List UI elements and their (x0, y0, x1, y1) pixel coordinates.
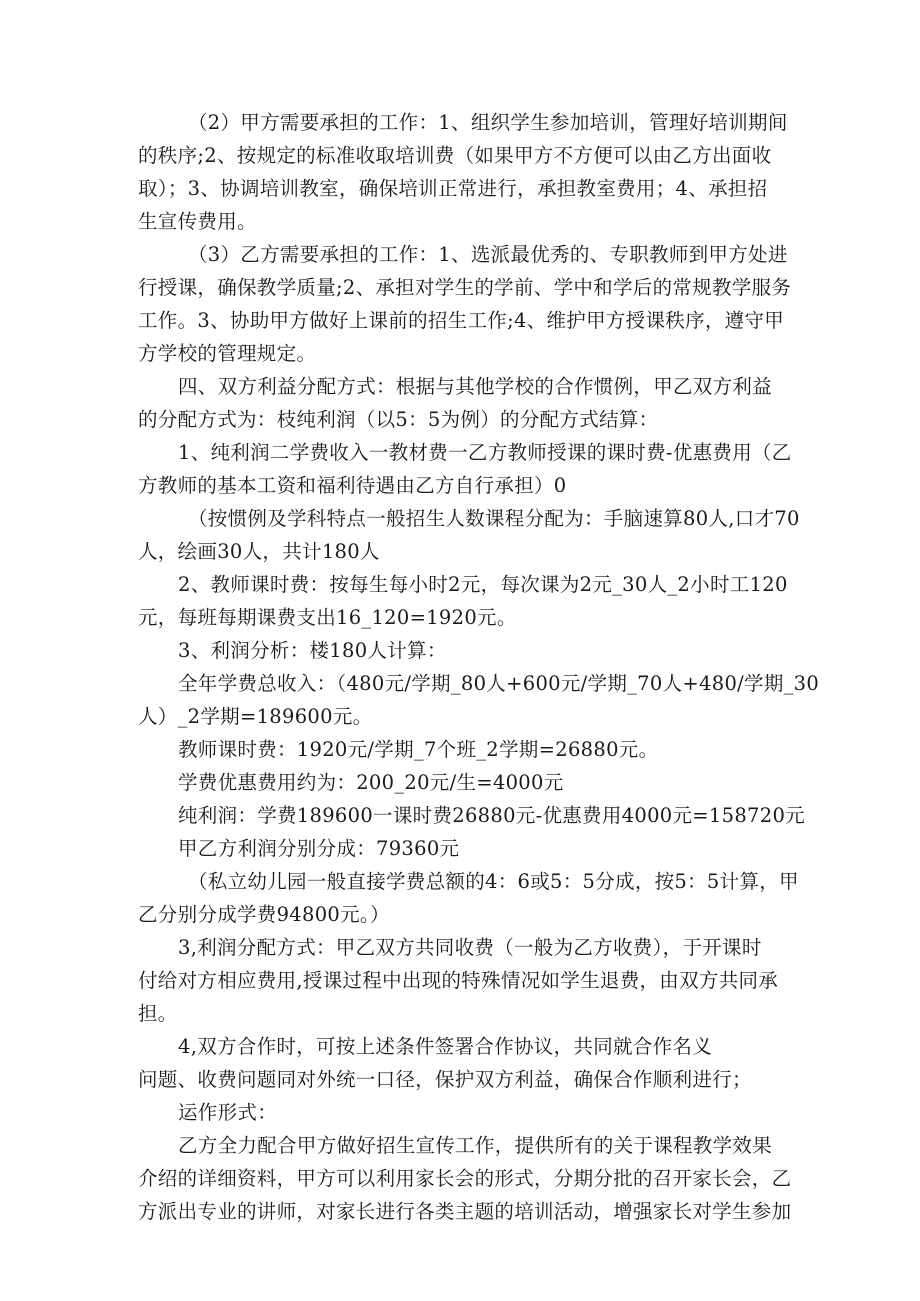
paragraph-line: 生宣传费用。 (138, 210, 257, 233)
paragraph-line: 学费优惠费用约为：200_20元/生=4000元 (178, 771, 564, 794)
paragraph-line: 1、纯利润二学费收入一教材费一乙方教师授课的课时费-优惠费用（乙 (178, 441, 792, 464)
section-heading-line: 四、双方利益分配方式：根据与其他学校的合作惯例，甲乙双方利益 (178, 375, 773, 398)
paragraph-line: 甲乙方利润分别分成：79360元 (178, 837, 460, 860)
paragraph-line: （私立幼儿园一般直接学费总额的4：6或5：5分成，按5：5计算，甲 (188, 870, 799, 893)
paragraph-line: 元，每班每期课费支出16_120=1920元。 (138, 606, 517, 629)
paragraph-line: 的分配方式为：枝纯利润（以5：5为例）的分配方式结算： (138, 408, 659, 431)
paragraph-line: （按惯例及学科特点一般招生人数课程分配为：手脑速算80人,口才70 (188, 507, 800, 530)
paragraph-line: 问题、收费问题同对外统一口径，保护双方利益，确保合作顺利进行； (138, 1068, 752, 1091)
paragraph-line: 人，绘画30人，共计180人 (138, 540, 380, 563)
paragraph-line: 乙分别分成学费94800元。） (138, 903, 390, 926)
paragraph-line: 行授课，确保教学质量;2、承担对学生的学前、学中和学后的常规教学服务 (138, 276, 792, 299)
paragraph-line: 全年学费总收入：（480元/学期_80人+600元/学期_70人+480/学期_30 (178, 672, 820, 695)
paragraph-line: 教师课时费：1920元/学期_7个班_2学期=26880元。 (178, 738, 659, 761)
paragraph-line: 付给对方相应费用,授课过程中出现的特殊情况如学生退费，由双方共同承 (138, 969, 779, 992)
paragraph-line: 方学校的管理规定。 (138, 342, 317, 365)
paragraph-line: 方教师的基本工资和福利待遇由乙方自行承担）0 (138, 474, 567, 497)
paragraph-line: （2）甲方需要承担的工作：1、组织学生参加培训，管理好培训期间 (188, 111, 788, 134)
paragraph-line: 的秩序;2、按规定的标准收取培训费（如果甲方不方便可以由乙方出面收 (138, 144, 772, 167)
paragraph-line: 方派出专业的讲师，对家长进行各类主题的培训活动，增强家长对学生参加 (138, 1200, 792, 1223)
paragraph-line: 乙方全力配合甲方做好招生宣传工作，提供所有的关于课程教学效果 (178, 1134, 773, 1157)
paragraph-line: 3、利润分析：楼180人计算： (178, 639, 447, 662)
paragraph-line: 工作。3、协助甲方做好上课前的招生工作;4、维护甲方授课秩序，遵守甲 (138, 309, 785, 332)
paragraph-line: 4,双方合作时，可按上述条件签署合作协议，共同就合作名义 (178, 1035, 713, 1058)
paragraph-line: 2、教师课时费：按每生每小时2元，每次课为2元_30人_2小时工120 (178, 573, 788, 596)
paragraph-line: 纯利润：学费189600一课时费26880元-优惠费用4000元=158720元 (178, 804, 805, 827)
paragraph-line: 取）；3、协调培训教室，确保培训正常进行，承担教室费用；4、承担招 (138, 177, 768, 200)
paragraph-line: 担。 (138, 1002, 178, 1025)
paragraph-line: 3,利润分配方式：甲乙双方共同收费（一般为乙方收费），于开课时 (178, 936, 762, 959)
paragraph-line: 介绍的详细资料，甲方可以利用家长会的形式，分期分批的召开家长会，乙 (138, 1167, 792, 1190)
section-heading-line: 运作形式： (178, 1101, 278, 1124)
paragraph-line: 人）_2学期=189600元。 (138, 705, 373, 728)
paragraph-line: （3）乙方需要承担的工作：1、选派最优秀的、专职教师到甲方处进 (188, 243, 788, 266)
